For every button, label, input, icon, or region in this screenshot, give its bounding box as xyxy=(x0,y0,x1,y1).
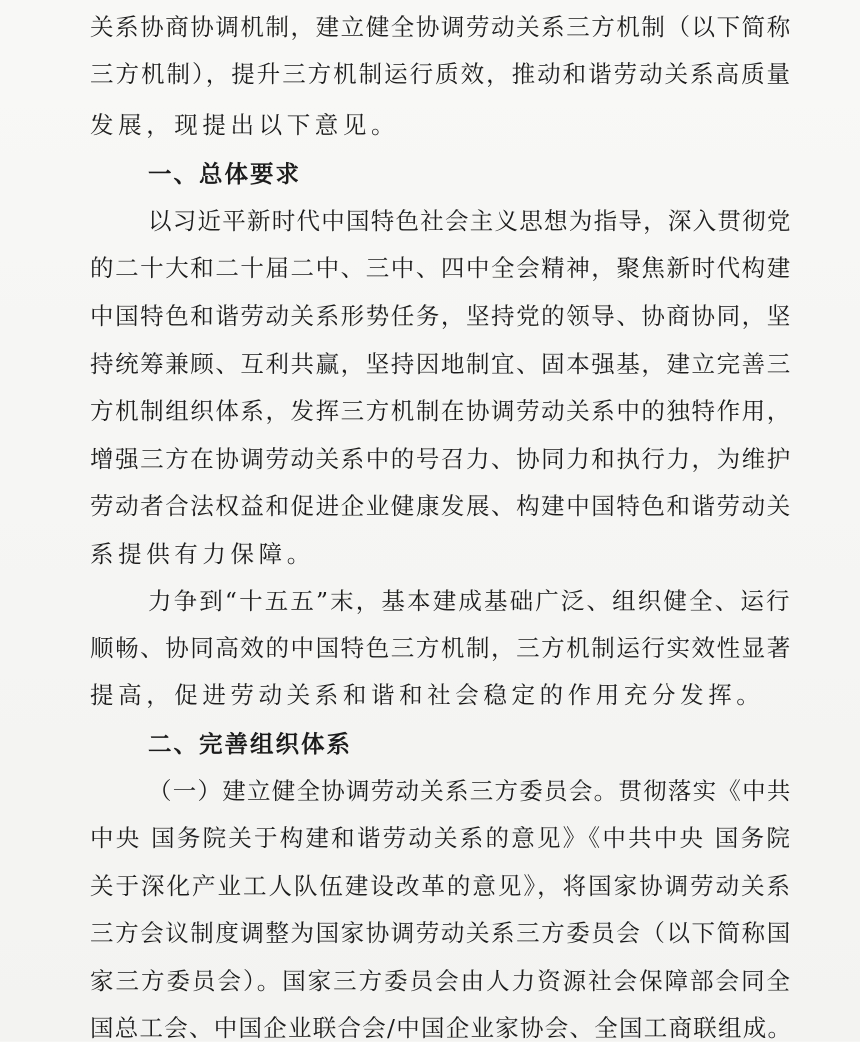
text-line: 方机制组织体系，发挥三方机制在协调劳动关系中的独特作用， xyxy=(90,397,792,425)
text-line: 系提供有力保障。 xyxy=(90,540,315,568)
text-line: 提高，促进劳动关系和谐和社会稳定的作用充分发挥。 xyxy=(90,681,765,709)
text-line: 三方机制），提升三方机制运行质效，推动和谐劳动关系高质量 xyxy=(90,60,793,88)
text-line: 中国特色和谐劳动关系形势任务，坚持党的领导、协商协同，坚 xyxy=(90,302,792,330)
text-line: 劳动者合法权益和促进企业健康发展、构建中国特色和谐劳动关 xyxy=(90,492,792,520)
text-line: 国总工会、中国企业联合会/中国企业家协会、全国工商联组成。 xyxy=(90,1014,793,1042)
text-line: 家三方委员会）。国家三方委员会由人力资源社会保障部会同全 xyxy=(90,967,793,995)
text-line: 发展，现提出以下意见。 xyxy=(90,111,400,139)
text-line: 力争到“十五五”末，基本建成基础广泛、组织健全、运行 xyxy=(148,587,792,615)
text-line: 关系协商协调机制，建立健全协调劳动关系三方机制（以下简称 xyxy=(90,13,792,41)
text-line: 增强三方在协调劳动关系中的号召力、协同力和执行力，为维护 xyxy=(90,445,792,473)
text-line: 以习近平新时代中国特色社会主义思想为指导，深入贯彻党 xyxy=(148,207,792,235)
text-line: （一）建立健全协调劳动关系三方委员会。贯彻落实《中共 xyxy=(148,777,792,805)
text-line: 顺畅、协同高效的中国特色三方机制，三方机制运行实效性显著 xyxy=(90,634,792,662)
text-line: 关于深化产业工人队伍建设改革的意见》，将国家协调劳动关系 xyxy=(90,872,793,900)
section-heading-organization: 二、完善组织体系 xyxy=(148,730,352,758)
text-line: 中央 国务院关于构建和谐劳动关系的意见》《中共中央 国务院 xyxy=(90,824,793,852)
section-heading-overall-requirements: 一、总体要求 xyxy=(148,160,301,188)
text-line: 的二十大和二十届二中、三中、四中全会精神，聚焦新时代构建 xyxy=(90,254,792,282)
text-line: 三方会议制度调整为国家协调劳动关系三方委员会（以下简称国 xyxy=(90,919,792,947)
text-line: 持统筹兼顾、互利共赢，坚持因地制宜、固本强基，建立完善三 xyxy=(90,350,792,378)
